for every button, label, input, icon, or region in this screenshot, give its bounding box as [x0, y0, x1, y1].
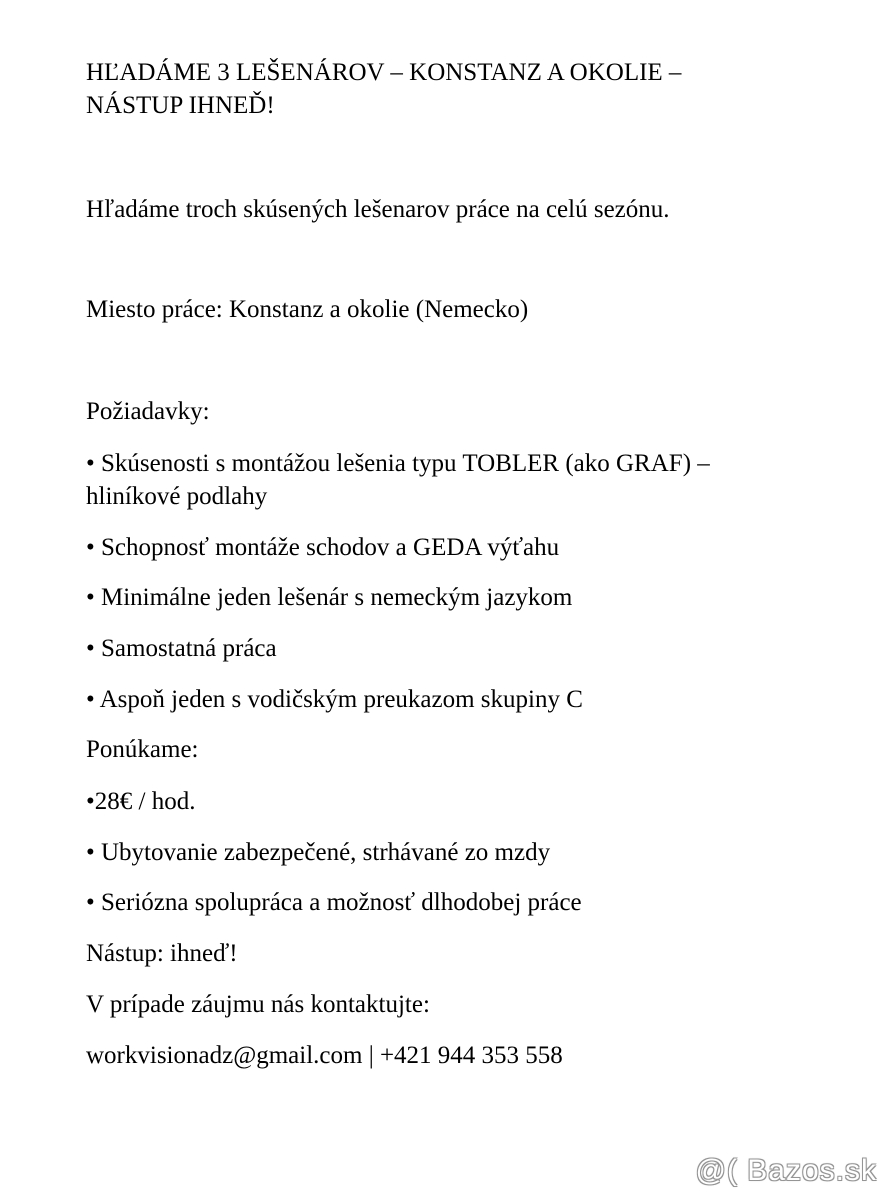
contact-details: workvisionadz@gmail.com | +421 944 353 558 [86, 1042, 563, 1069]
start-text: Nástup: ihneď! [86, 940, 238, 967]
requirement-item: • Samostatná práca [86, 635, 277, 662]
location-text: Miesto práce: Konstanz a okolie (Nemecko) [86, 296, 529, 323]
offer-heading: Ponúkame: [86, 736, 199, 763]
requirement-item: • Minimálne jeden lešenár s nemeckým jazykom [86, 584, 573, 611]
requirement-item: • Aspoň jeden s vodičským preukazom skupiny C [86, 686, 583, 713]
requirement-item: • Skúsenosti s montážou lešenia typu TOBLER (ako GRAF) – [86, 450, 710, 477]
contact-prompt: V prípade záujmu nás kontaktujte: [86, 991, 430, 1018]
offer-item: •28€ / hod. [86, 788, 196, 815]
title-line-1: HĽADÁME 3 LEŠENÁROV – KONSTANZ A OKOLIE – [86, 59, 682, 86]
bazos-watermark: @( Bazos.sk [695, 1154, 877, 1187]
requirements-heading: Požiadavky: [86, 398, 210, 425]
intro-text: Hľadáme troch skúsených lešenarov práce na celú sezónu. [86, 196, 670, 223]
offer-item: • Ubytovanie zabezpečené, strhávané zo mzdy [86, 839, 551, 866]
title-line-2: NÁSTUP IHNEĎ! [86, 92, 275, 119]
offer-item: • Seriózna spolupráca a možnosť dlhodobej práce [86, 889, 582, 916]
requirement-item-continuation: hliníkové podlahy [86, 483, 268, 510]
requirement-item: • Schopnosť montáže schodov a GEDA výťahu [86, 534, 560, 561]
